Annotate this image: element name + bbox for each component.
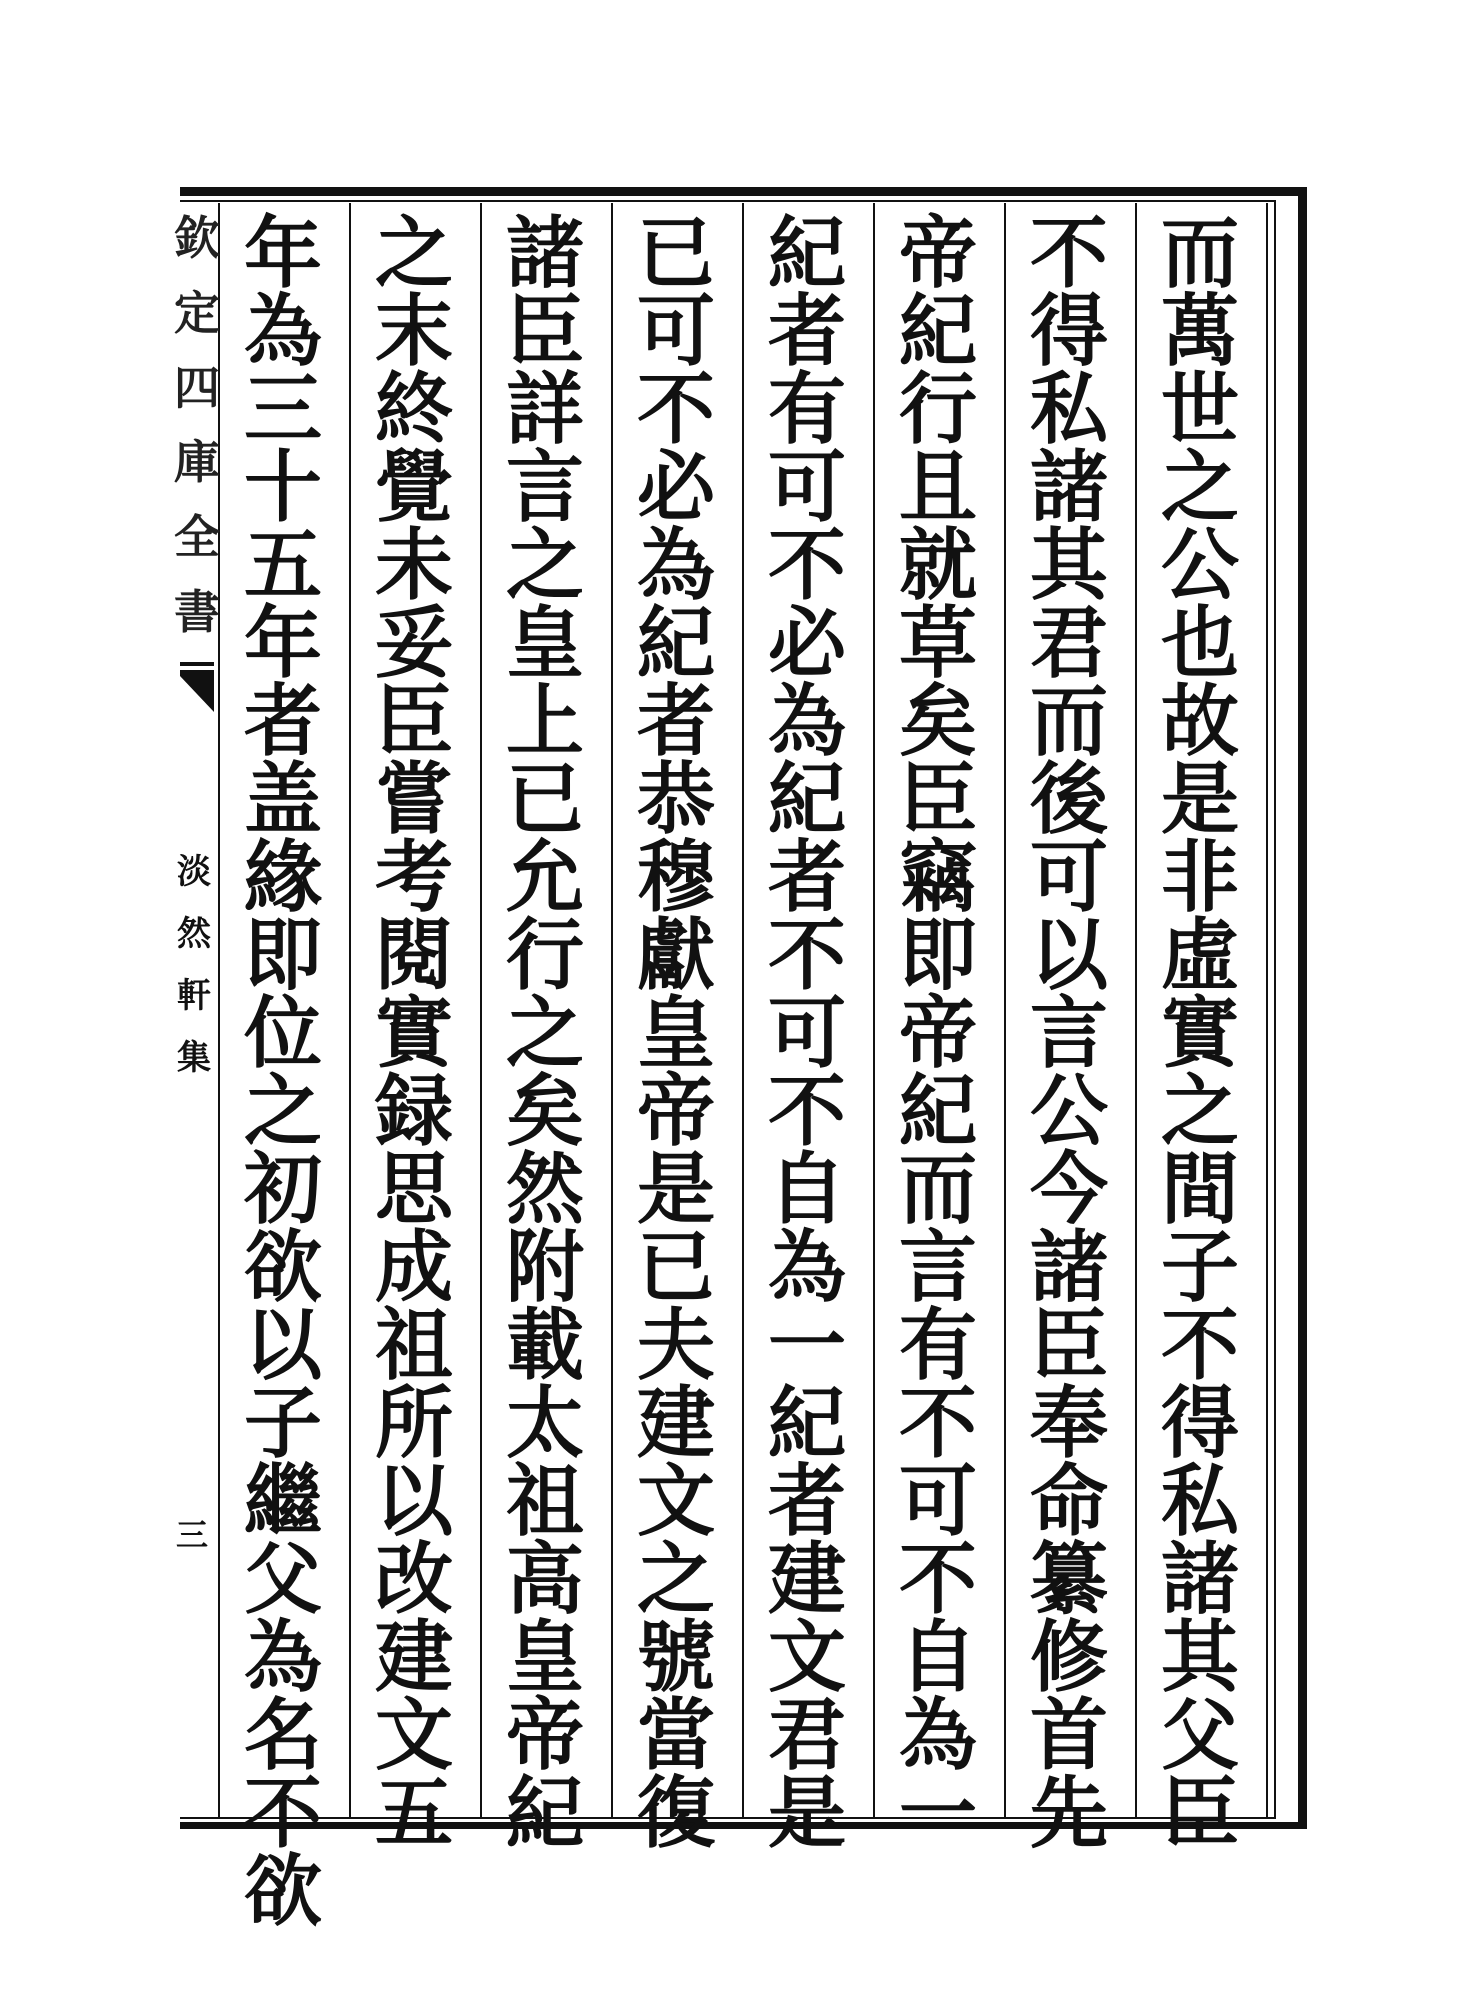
- character: 是: [1160, 754, 1239, 845]
- character: 必: [767, 598, 846, 689]
- character: 上: [505, 676, 584, 767]
- character: 録: [374, 1066, 453, 1157]
- character: 修: [1029, 1612, 1108, 1703]
- fold-character: 淡: [177, 852, 211, 892]
- character: 言: [898, 1222, 977, 1313]
- character: 號: [636, 1612, 715, 1703]
- character: 帝: [898, 988, 977, 1079]
- character: 實: [374, 988, 453, 1079]
- character: 祖: [374, 1300, 453, 1391]
- character: 自: [767, 1144, 846, 1235]
- character: 當: [636, 1690, 715, 1781]
- character: 建: [767, 1534, 846, 1625]
- character: 草: [898, 598, 977, 689]
- character: 帝: [898, 208, 977, 299]
- character: 而: [1029, 676, 1108, 767]
- character: 首: [1029, 1690, 1108, 1781]
- character: 文: [374, 1690, 453, 1781]
- character: 可: [898, 1456, 977, 1547]
- character: 故: [1160, 676, 1239, 767]
- character: 也: [1160, 598, 1239, 689]
- fold-character: 書: [174, 584, 220, 639]
- character: 五: [374, 1768, 453, 1859]
- character: 自: [898, 1612, 977, 1703]
- character: 太: [505, 1378, 584, 1469]
- fold-character: 然: [177, 914, 211, 954]
- character: 後: [1029, 754, 1108, 845]
- character: 可: [1029, 832, 1108, 923]
- character: 位: [243, 988, 322, 1079]
- character: 矣: [898, 676, 977, 767]
- text-column-3: [883, 208, 993, 1859]
- character: 緣: [243, 832, 322, 923]
- character: 之: [243, 1066, 322, 1157]
- text-column-7: [359, 208, 469, 1859]
- character: 而: [1160, 208, 1239, 299]
- character: 行: [898, 364, 977, 455]
- character: 改: [374, 1534, 453, 1625]
- character: 為: [636, 520, 715, 611]
- character: 有: [767, 364, 846, 455]
- character: 且: [898, 442, 977, 533]
- character: 父: [243, 1534, 322, 1625]
- character: 即: [243, 910, 322, 1001]
- character: 臣: [374, 676, 453, 767]
- character: 其: [1029, 520, 1108, 611]
- character: 為: [898, 1690, 977, 1781]
- character: 間: [1160, 1144, 1239, 1235]
- column-rule: [349, 203, 351, 1817]
- character: 十: [243, 442, 322, 533]
- fold-series-title: [174, 211, 220, 639]
- character: 名: [243, 1690, 322, 1781]
- character: 載: [505, 1300, 584, 1391]
- character: 以: [374, 1456, 453, 1547]
- character: 妥: [374, 598, 453, 689]
- character: 者: [767, 832, 846, 923]
- character: 思: [374, 1144, 453, 1235]
- character: 諸: [1029, 442, 1108, 533]
- character: 就: [898, 520, 977, 611]
- character: 初: [243, 1144, 322, 1235]
- character: 欲: [243, 1846, 322, 1937]
- character: 恭: [636, 754, 715, 845]
- character: 所: [374, 1378, 453, 1469]
- character: 附: [505, 1222, 584, 1313]
- character: 穆: [636, 832, 715, 923]
- character: 之: [1160, 442, 1239, 533]
- character: 非: [1160, 832, 1239, 923]
- character: 已: [505, 754, 584, 845]
- character: 紀: [505, 1768, 584, 1859]
- character: 之: [505, 988, 584, 1079]
- character: 者: [767, 1456, 846, 1547]
- character: 竊: [898, 832, 977, 923]
- character: 子: [243, 1378, 322, 1469]
- character: 命: [1029, 1456, 1108, 1547]
- character: 之: [636, 1534, 715, 1625]
- character: 臣: [505, 286, 584, 377]
- character: 得: [1029, 286, 1108, 377]
- character: 三: [243, 364, 322, 455]
- character: 不: [636, 364, 715, 455]
- column-rule: [742, 203, 744, 1817]
- character: 然: [505, 1144, 584, 1235]
- character: 父: [1160, 1690, 1239, 1781]
- character: 終: [374, 364, 453, 455]
- character: 為: [243, 1612, 322, 1703]
- character: 不: [767, 910, 846, 1001]
- character: 不: [898, 1378, 977, 1469]
- character: 允: [505, 832, 584, 923]
- text-column-8: [228, 208, 338, 1937]
- character: 覺: [374, 442, 453, 533]
- character: 奉: [1029, 1378, 1108, 1469]
- character: 文: [636, 1456, 715, 1547]
- character: 纂: [1029, 1534, 1108, 1625]
- character: 得: [1160, 1378, 1239, 1469]
- character: 未: [374, 520, 453, 611]
- character: 嘗: [374, 754, 453, 845]
- character: 紀: [898, 286, 977, 377]
- character: 紀: [767, 754, 846, 845]
- fold-character: 定: [174, 285, 220, 340]
- character: 以: [243, 1300, 322, 1391]
- character: 不: [767, 1066, 846, 1157]
- fold-book-title: [174, 852, 214, 1078]
- character: 皇: [505, 598, 584, 689]
- character: 公: [1029, 1066, 1108, 1157]
- character: 已: [636, 208, 715, 299]
- character: 為: [243, 286, 322, 377]
- character: 可: [636, 286, 715, 377]
- fish-tail-ornament: [180, 662, 214, 712]
- character: 先: [1029, 1768, 1108, 1859]
- character: 一: [898, 1768, 977, 1859]
- text-column-6: [490, 208, 600, 1859]
- character: 臣: [898, 754, 977, 845]
- character: 紀: [636, 598, 715, 689]
- character: 可: [767, 988, 846, 1079]
- character: 可: [767, 442, 846, 533]
- character: 私: [1160, 1456, 1239, 1547]
- character: 繼: [243, 1456, 322, 1547]
- character: 皇: [636, 988, 715, 1079]
- character: 以: [1029, 910, 1108, 1001]
- character: 言: [1029, 988, 1108, 1079]
- character: 帝: [505, 1690, 584, 1781]
- column-rule: [873, 203, 875, 1817]
- character: 閱: [374, 910, 453, 1001]
- column-rule: [1266, 203, 1268, 1817]
- character: 皇: [505, 1612, 584, 1703]
- character: 帝: [636, 1066, 715, 1157]
- character: 之: [1160, 1066, 1239, 1157]
- character: 成: [374, 1222, 453, 1313]
- character: 詳: [505, 364, 584, 455]
- character: 諸: [505, 208, 584, 299]
- text-column-2: [1014, 208, 1124, 1859]
- character: 必: [636, 442, 715, 533]
- fold-character: 軒: [177, 976, 211, 1016]
- character: 文: [767, 1612, 846, 1703]
- character: 萬: [1160, 286, 1239, 377]
- character: 高: [505, 1534, 584, 1625]
- character: 獻: [636, 910, 715, 1001]
- text-column-4: [752, 208, 862, 1859]
- character: 君: [1029, 598, 1108, 689]
- character: 公: [1160, 520, 1239, 611]
- character: 言: [505, 442, 584, 533]
- character: 盖: [243, 754, 322, 845]
- character: 不: [898, 1534, 977, 1625]
- character: 有: [898, 1300, 977, 1391]
- character: 建: [374, 1612, 453, 1703]
- character: 已: [636, 1222, 715, 1313]
- character: 祖: [505, 1456, 584, 1547]
- character: 臣: [1160, 1768, 1239, 1859]
- fold-character: 集: [177, 1038, 211, 1078]
- character: 夫: [636, 1300, 715, 1391]
- character: 者: [767, 286, 846, 377]
- character: 年: [243, 598, 322, 689]
- fold-page-number: 三: [176, 1516, 209, 1554]
- character: 之: [505, 520, 584, 611]
- character: 欲: [243, 1222, 322, 1313]
- character: 其: [1160, 1612, 1239, 1703]
- character: 紀: [767, 208, 846, 299]
- fold-character: 全: [174, 510, 220, 565]
- character: 私: [1029, 364, 1108, 455]
- character: 諸: [1160, 1534, 1239, 1625]
- fold-character: 庫: [174, 435, 220, 490]
- character: 矣: [505, 1066, 584, 1157]
- column-rule: [1135, 203, 1137, 1817]
- character: 考: [374, 832, 453, 923]
- character: 一: [767, 1300, 846, 1391]
- character: 子: [1160, 1222, 1239, 1313]
- character: 紀: [898, 1066, 977, 1157]
- column-rule: [480, 203, 482, 1817]
- character: 實: [1160, 988, 1239, 1079]
- fold-character: 欽: [174, 211, 220, 265]
- character: 是: [636, 1144, 715, 1235]
- character: 紀: [767, 1378, 846, 1469]
- character: 年: [243, 208, 322, 299]
- character: 而: [898, 1144, 977, 1235]
- character: 建: [636, 1378, 715, 1469]
- character: 復: [636, 1768, 715, 1859]
- character: 末: [374, 286, 453, 377]
- character: 君: [767, 1690, 846, 1781]
- fold-character: 四: [174, 360, 220, 415]
- character: 五: [243, 520, 322, 611]
- character: 諸: [1029, 1222, 1108, 1313]
- character: 不: [767, 520, 846, 611]
- text-column-1: [1145, 208, 1255, 1859]
- character: 虛: [1160, 910, 1239, 1001]
- column-rule: [611, 203, 613, 1817]
- character: 者: [243, 676, 322, 767]
- character: 者: [636, 676, 715, 767]
- column-rule: [1004, 203, 1006, 1817]
- character: 為: [767, 1222, 846, 1313]
- character: 不: [1029, 208, 1108, 299]
- character: 行: [505, 910, 584, 1001]
- character: 今: [1029, 1144, 1108, 1235]
- character: 世: [1160, 364, 1239, 455]
- character: 不: [243, 1768, 322, 1859]
- character: 不: [1160, 1300, 1239, 1391]
- character: 即: [898, 910, 977, 1001]
- character: 為: [767, 676, 846, 767]
- character: 之: [374, 208, 453, 299]
- text-column-5: [621, 208, 731, 1859]
- character: 臣: [1029, 1300, 1108, 1391]
- character: 是: [767, 1768, 846, 1859]
